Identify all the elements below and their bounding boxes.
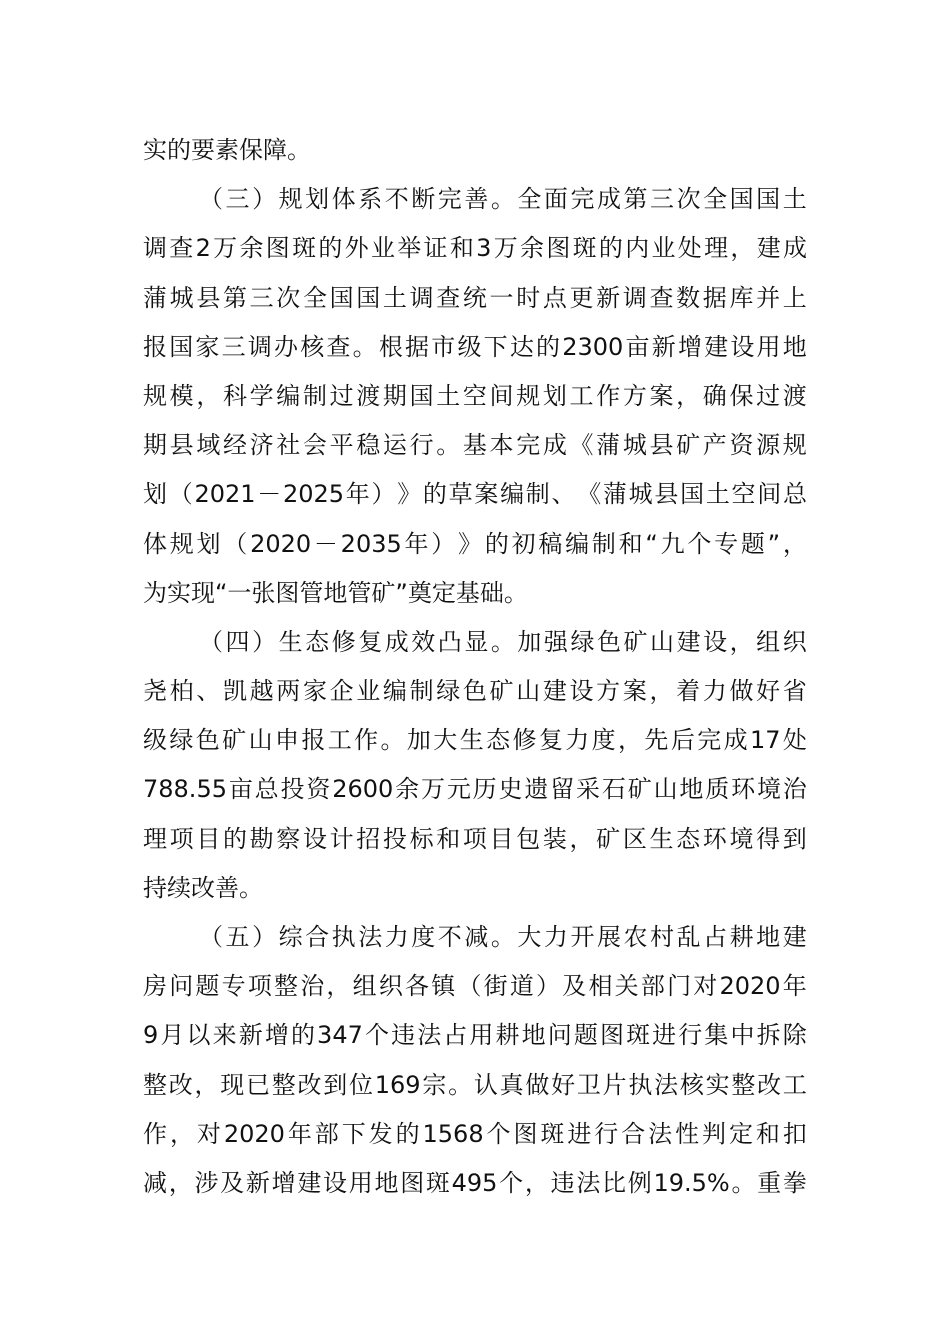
text-line: 调 查 2 万 余 图 斑 的 外 业 举 证 和 3 万 余 图 斑 的 内 业 处 理 ， 建 成 (143, 234, 807, 263)
text-line: 理 项 目 的 勘 察 设 计 招 投 标 和 项 目 包 装 ， 矿 区 生 态 环 境 得 到 (143, 824, 807, 853)
document-body (143, 126, 807, 1208)
text-line: 房 问 题 专 项 整 治 ， 组 织 各 镇 （ 街 道 ） 及 相 关 部 门 对 2020 年 (143, 972, 807, 1001)
text-line: 规 模 ， 科 学 编 制 过 渡 期 国 土 空 间 规 划 工 作 方 案 ， 确 保 过 渡 (143, 381, 807, 410)
text-line: （ 三 ） 规 划 体 系 不 断 完 善 。 全 面 完 成 第 三 次 全 国 国 土 (199, 185, 807, 214)
text-line: 作 ， 对 2020 年 部 下 发 的 1568 个 图 斑 进 行 合 法 性 判 定 和 扣 (143, 1119, 807, 1148)
text-line: 减 ， 涉 及 新 增 建 设 用 地 图 斑 495 个 ， 违 法 比 例 19.5% 。 重 拳 (143, 1168, 807, 1197)
text-line: 实的要素保障。 (143, 136, 311, 164)
text-line: （ 四 ） 生 态 修 复 成 效 凸 显 。 加 强 绿 色 矿 山 建 设 ， 组 织 (199, 627, 807, 656)
text-line: 蒲 城 县 第 三 次 全 国 国 土 调 查 统 一 时 点 更 新 调 查 数 据 库 并 上 (143, 283, 807, 312)
text-line: 788.55 亩 总 投 资 2600 余 万 元 历 史 遗 留 采 石 矿 山 地 质 环 境 治 (143, 775, 807, 804)
text-line: 级 绿 色 矿 山 申 报 工 作 。 加 大 生 态 修 复 力 度 ， 先 后 完 成 17 处 (143, 726, 807, 755)
text-line: （ 五 ） 综 合 执 法 力 度 不 减 。 大 力 开 展 农 村 乱 占 耕 地 建 (199, 923, 807, 951)
text-line: 为实现“一张图管地管矿”奠定基础。 (143, 578, 528, 607)
text-line: 持续改善。 (143, 873, 263, 902)
text-line: 报 国 家 三 调 办 核 查 。 根 据 市 级 下 达 的 2300 亩 新 增 建 设 用 地 (143, 332, 807, 361)
text-line: 体 规 划 （ 2020 － 2035 年 ） 》 的 初 稿 编 制 和 “ 九 个 专 题 ” ， (143, 529, 807, 558)
text-line: 期 县 域 经 济 社 会 平 稳 运 行 。 基 本 完 成 《 蒲 城 县 矿 产 资 源 规 (143, 431, 807, 460)
text-line: 划 （ 2021 － 2025 年 ） 》 的 草 案 编 制 、 《 蒲 城 县 国 土 空 间 总 (143, 480, 807, 509)
text-line: 9 月 以 来 新 增 的 347 个 违 法 占 用 耕 地 问 题 图 斑 进 行 集 中 拆 除 (143, 1021, 807, 1050)
text-line: 整 改 ， 现 已 整 改 到 位 169 宗 。 认 真 做 好 卫 片 执 法 核 实 整 改 工 (143, 1070, 807, 1099)
text-line: 尧 柏 、 凯 越 两 家 企 业 编 制 绿 色 矿 山 建 设 方 案 ， 着 力 做 好 省 (143, 677, 807, 706)
